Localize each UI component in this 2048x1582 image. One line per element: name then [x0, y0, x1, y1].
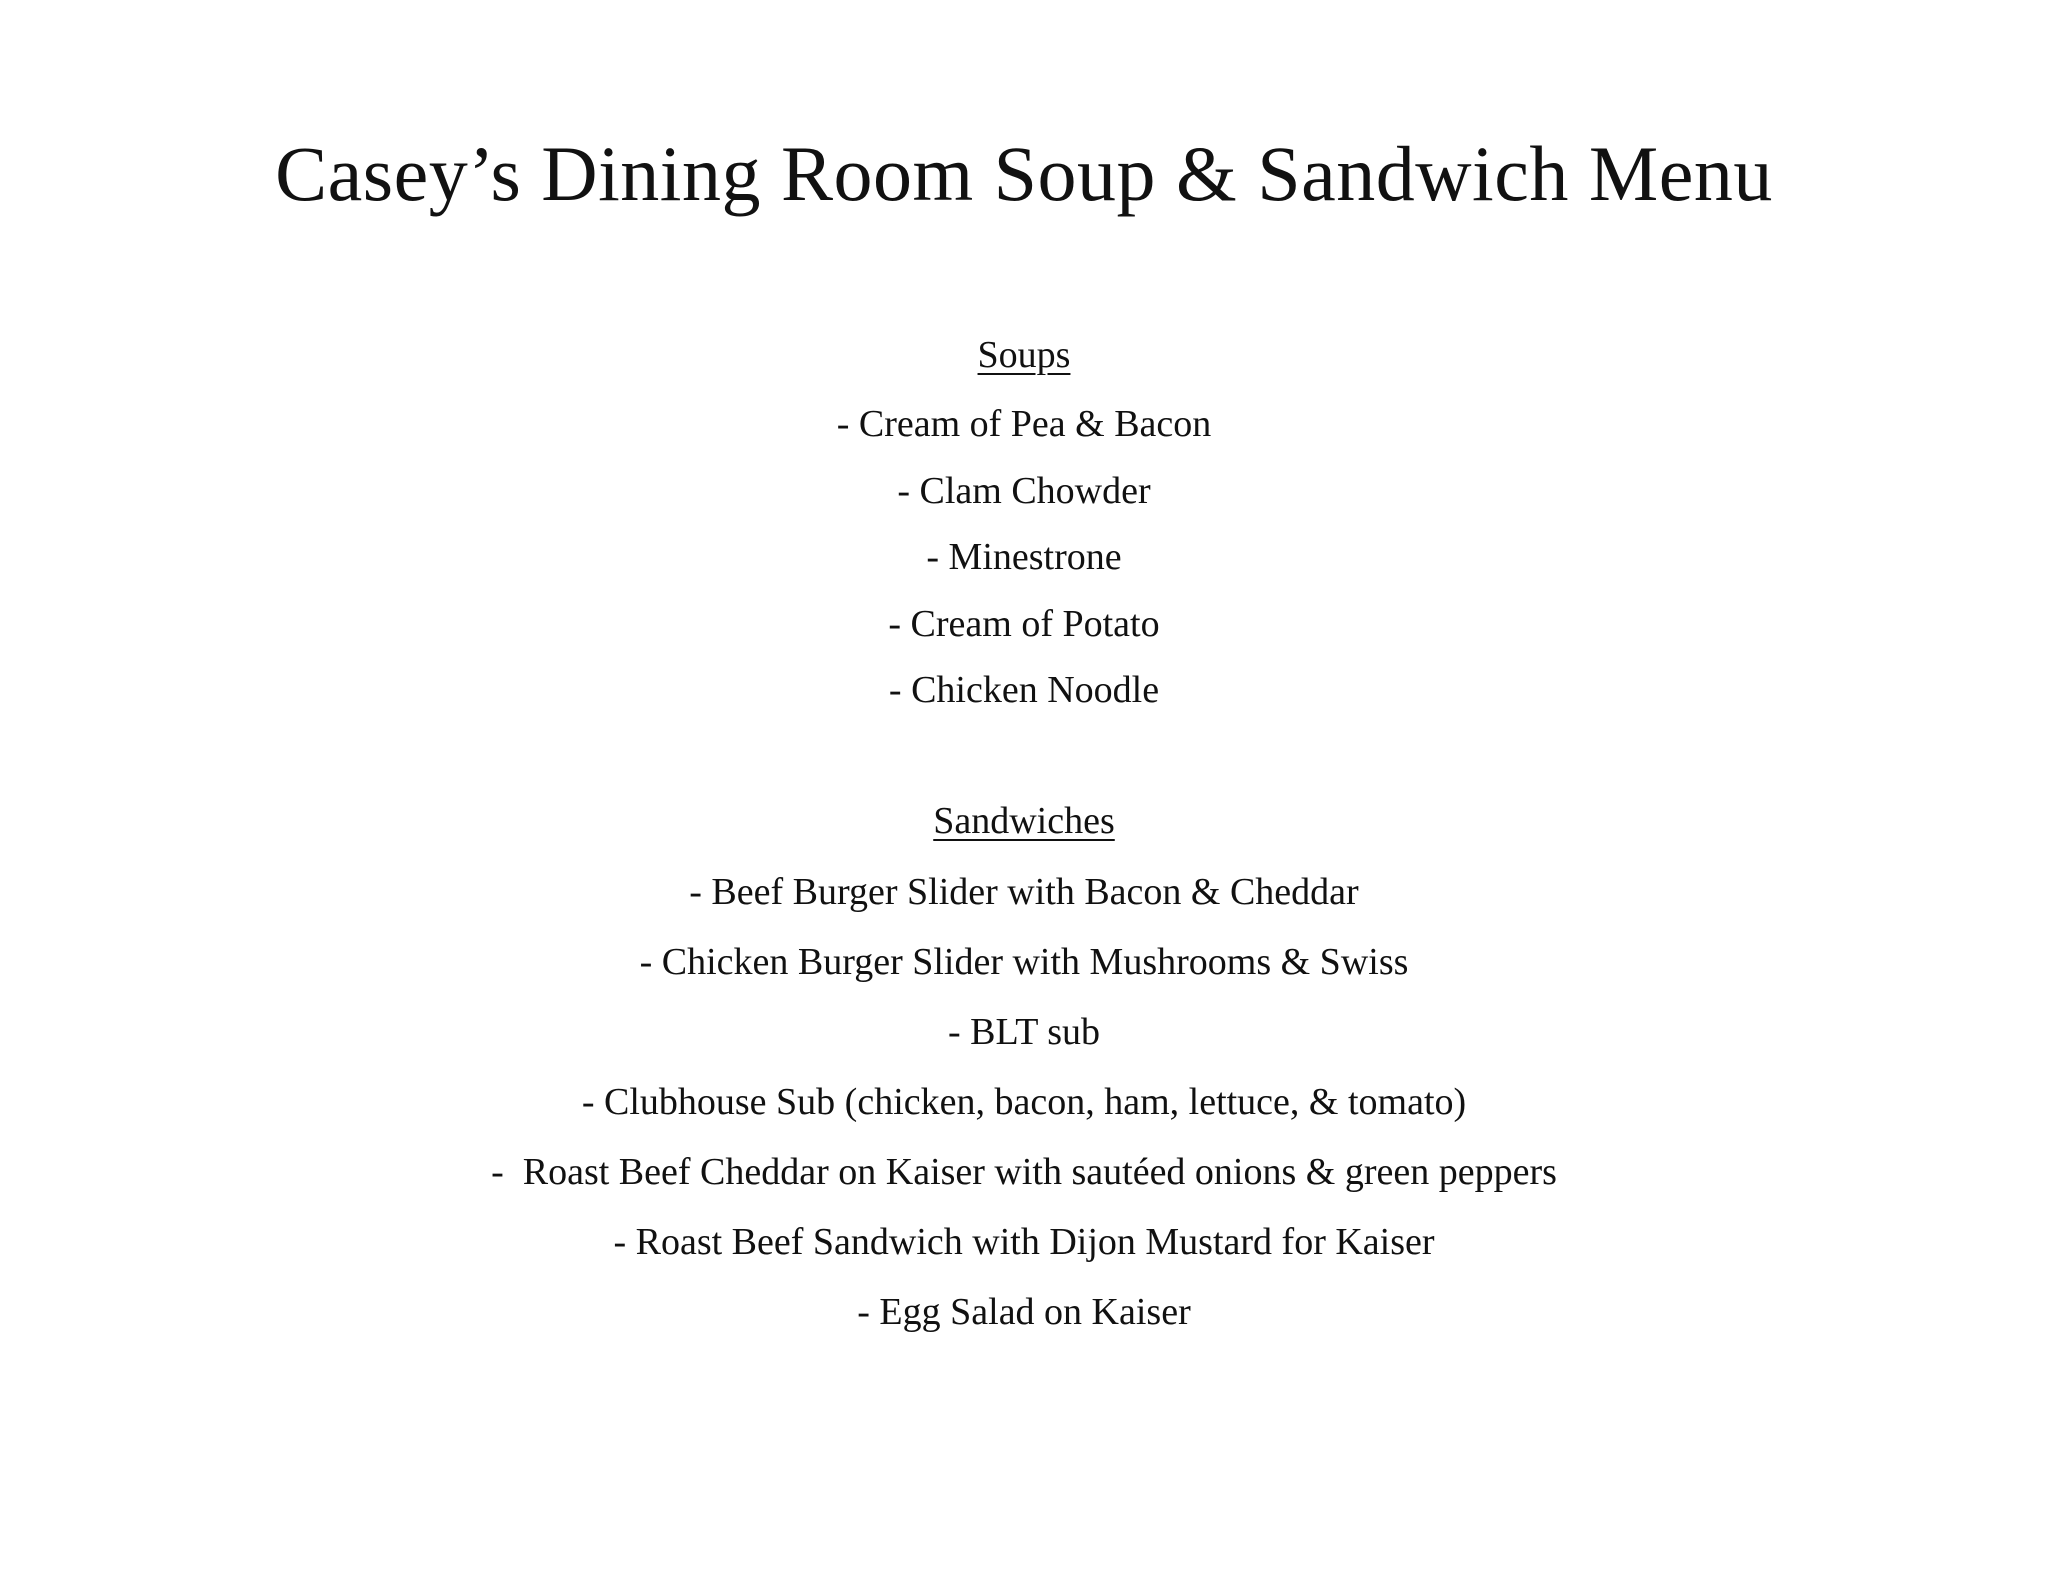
soups-heading: Soups [977, 334, 1071, 376]
soup-item: - Clam Chowder [897, 469, 1151, 512]
soups-list [0, 399, 2048, 732]
menu-title: Casey’s Dining Room Soup & Sandwich Menu [275, 130, 1773, 217]
soup-item: - Minestrone [926, 536, 1122, 578]
sandwich-item: - Chicken Burger Slider with Mushrooms & Swiss [639, 941, 1409, 983]
soup-item: - Cream of Potato [888, 602, 1160, 645]
sandwich-item: - Clubhouse Sub (chicken, bacon, ham, lettuce, & tomato) [581, 1081, 1467, 1123]
soup-item: - Chicken Noodle [888, 669, 1160, 711]
sandwich-item: - Egg Salad on Kaiser [857, 1291, 1191, 1333]
sandwich-item: - Roast Beef Sandwich with Dijon Mustard for Kaiser [613, 1221, 1435, 1263]
sandwich-item: - Beef Burger Slider with Bacon & Cheddar [689, 871, 1359, 913]
sandwiches-list [0, 866, 2048, 1356]
soup-item: - Cream of Pea & Bacon [836, 403, 1212, 445]
sandwich-item: - Roast Beef Cheddar on Kaiser with sautéed onions & green peppers [491, 1151, 1557, 1193]
sandwiches-heading: Sandwiches [933, 800, 1115, 842]
sandwich-item: - BLT sub [947, 1011, 1101, 1053]
